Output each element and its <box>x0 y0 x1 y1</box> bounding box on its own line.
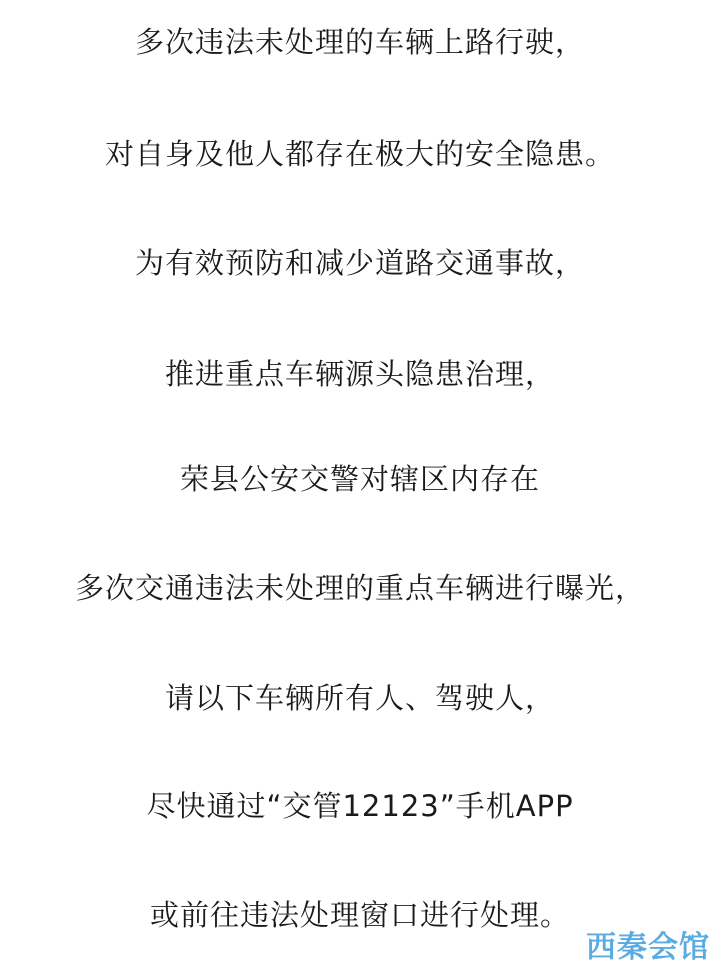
paragraph-line-1: 多次违法未处理的车辆上路行驶， <box>134 25 585 59</box>
paragraph-line-9: 或前往违法处理窗口进行处理。 <box>149 898 570 932</box>
paragraph-line-6: 多次交通违法未处理的重点车辆进行曝光， <box>74 571 645 605</box>
watermark-logo: 西秦会馆 <box>586 930 710 965</box>
paragraph-line-8: 尽快通过“交管12123”手机APP <box>146 789 574 823</box>
paragraph-line-3: 为有效预防和减少道路交通事故， <box>134 246 585 280</box>
paragraph-line-2: 对自身及他人都存在极大的安全隐患。 <box>104 137 615 171</box>
paragraph-line-5: 荣县公安交警对辖区内存在 <box>179 462 540 496</box>
paragraph-line-4: 推进重点车辆源头隐患治理， <box>164 357 555 391</box>
paragraph-line-7: 请以下车辆所有人、驾驶人， <box>164 681 555 715</box>
